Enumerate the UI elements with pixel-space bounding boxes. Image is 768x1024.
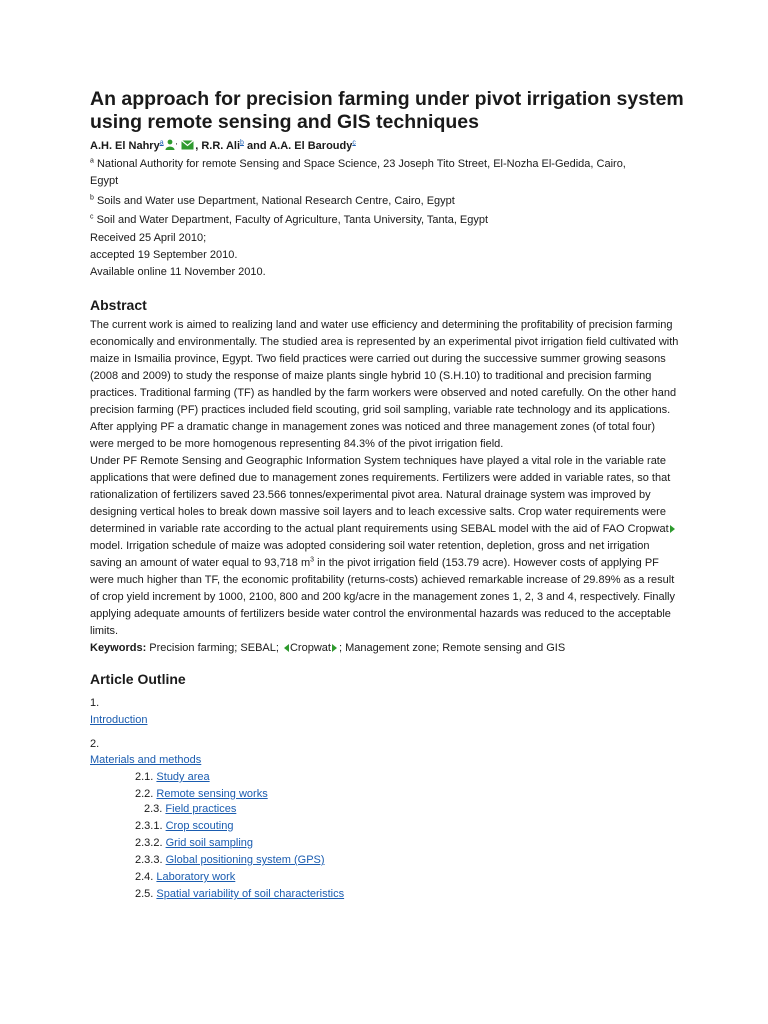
author-list: A.H. El Nahry$^a$ ' , R.R. Ali$^b$ and A.A. El Baroudy$^c$ [90, 138, 356, 156]
keyword-cropwat: Cropwat [289, 642, 331, 654]
outline-subitem: 2.1. Study area [135, 771, 210, 783]
author-and: and [247, 140, 267, 152]
outline-link-grid-soil-sampling[interactable]: Grid soil sampling [165, 837, 254, 849]
abstract-paragraph: The current work is aimed to realizing land and water use efficiency and determining the profitability of precision farming economically and environmentally. The studied area is represented by an experimental pivot irrigation field cultivated with maize in Ismailia province, Egypt. Two field practices were carried out during the successive summer growing seasons (2008 and 2009) to study the response of maize plants single hybrid 10 (S.H.10) to traditional and precision farming practices. Traditional farming (TF) as handled by the farm workers were observed and noted carefully. On the other hand precision farming (PF) practices included field scouting, grid soil sampling, variable rate technology and its applications. After applying PF a dramatic change in management zones was noticed and three management zones (of total four) were merged to be more homogenous representing 84.3% of the pivot irrigation field. [90, 319, 679, 450]
outline-link-introduction: Introduction [90, 714, 148, 726]
person-icon[interactable] [165, 139, 175, 156]
mail-icon[interactable] [181, 139, 194, 156]
outline-link-study-area[interactable]: Study area [156, 771, 210, 783]
abstract-paragraph: Under PF Remote Sensing and Geographic Information System techniques have played a vital role in the variable rate applications that were defined due to management zones requirements. Fertilizers were added in variable rates, so that rationalization of fertilizers saved 23.566 tonnes/experimental pivot area. Natural drainage system was improved by designing vertical holes to break down massive soil layers and to leach excessive salts. Crop water requirements were determined in variable rate according to the actual plant requirements using SEBAL model with the aid of FAO Cropwat model. Irrigation schedule of maize was adopted considering soil water retention, depletion, gross and net irrigation saving an amount of water equal to 93,718 $m^3$ in the pivot irrigation field (153.79 acre). However costs of applying PF were much higher than TF, the economic profitability (returns-costs) achieved remarkable increase of 29.89% as a result of crop yield increment by 1000, 2100, 800 and 200 kg/acre in the management zones 1, 2, 3 and 4, respectively. Finally applying adequate amounts of fertilizers beside water control the environmental hazards was reduced to the acceptable limits. [90, 455, 675, 637]
keywords: Keywords: Precision farming; SEBAL; Cropwat ; Management zone; Remote sensing and GIS [90, 642, 566, 654]
affiliation-a: $^a$ National Authority for remote Sensing and Space Science, 23 Joseph Tito Street, El-Nozha El-Gedida, Cairo, [90, 157, 626, 170]
outline-subitem: 2.3. Field practices [144, 803, 237, 815]
keywords-label: Keywords: [90, 642, 147, 654]
outline-subitem: 2.4. Laboratory work [135, 871, 236, 883]
arrow-icon[interactable] [670, 525, 675, 533]
author-name: A.H. El Nahry [90, 140, 160, 152]
outline-heading: Article Outline [90, 671, 186, 687]
outline-subitem: 2.5. Spatial variability of soil characteristics [135, 888, 345, 900]
author-separator: , [195, 140, 199, 152]
affiliation-c: $^c$ Soil and Water Department, Faculty of Agriculture, Tanta University, Tanta, Egypt [90, 213, 489, 226]
author-name: R.R. Ali [201, 140, 241, 152]
abstract-heading: Abstract [90, 297, 147, 313]
abstract-body [90, 317, 680, 657]
outline-subitem: 2.2. Remote sensing works [135, 788, 268, 800]
outline-link-field-practices[interactable]: Field practices [165, 803, 237, 815]
affiliation-link-a[interactable]: a [159, 139, 164, 147]
date-accepted: accepted 19 September 2010. [90, 249, 238, 261]
outline-subitem: 2.3.2. Grid soil sampling [135, 837, 254, 849]
outline-subitem: 2.3.3. Global positioning system (GPS) [135, 854, 325, 866]
outline-link-crop-scouting[interactable]: Crop scouting [165, 820, 234, 832]
date-online: Available online 11 November 2010. [90, 266, 266, 278]
outline-link-spatial-variability[interactable]: Spatial variability of soil characteristics [156, 888, 345, 900]
author-name: A.A. El Baroudy [269, 140, 353, 152]
arrow-icon[interactable] [332, 644, 337, 652]
affiliation-link-c[interactable]: c [352, 139, 356, 147]
arrow-icon[interactable] [284, 644, 289, 652]
outline-subitem: 2.3.1. Crop scouting [135, 820, 234, 832]
affiliation-b: $^b$ Soils and Water use Department, National Research Centre, Cairo, Egypt [90, 194, 455, 207]
outline-number: 1. [90, 697, 100, 709]
outline-link-gps[interactable]: Global positioning system (GPS) [165, 854, 325, 866]
outline-link-remote-sensing-works[interactable]: Remote sensing works [156, 788, 268, 800]
outline-link-materials-and-methods: Materials and methods [90, 754, 202, 766]
article-title: An approach for precision farming under pivot irrigation system using remote sensing and GIS techniques [90, 88, 684, 133]
affiliation-link-b[interactable]: b [240, 139, 244, 147]
outline-link-laboratory-work[interactable]: Laboratory work [156, 871, 236, 883]
date-received: Received 25 April 2010; [90, 232, 207, 244]
outline-number: 2. [90, 738, 100, 750]
affiliation-a-cont: Egypt [90, 175, 119, 187]
